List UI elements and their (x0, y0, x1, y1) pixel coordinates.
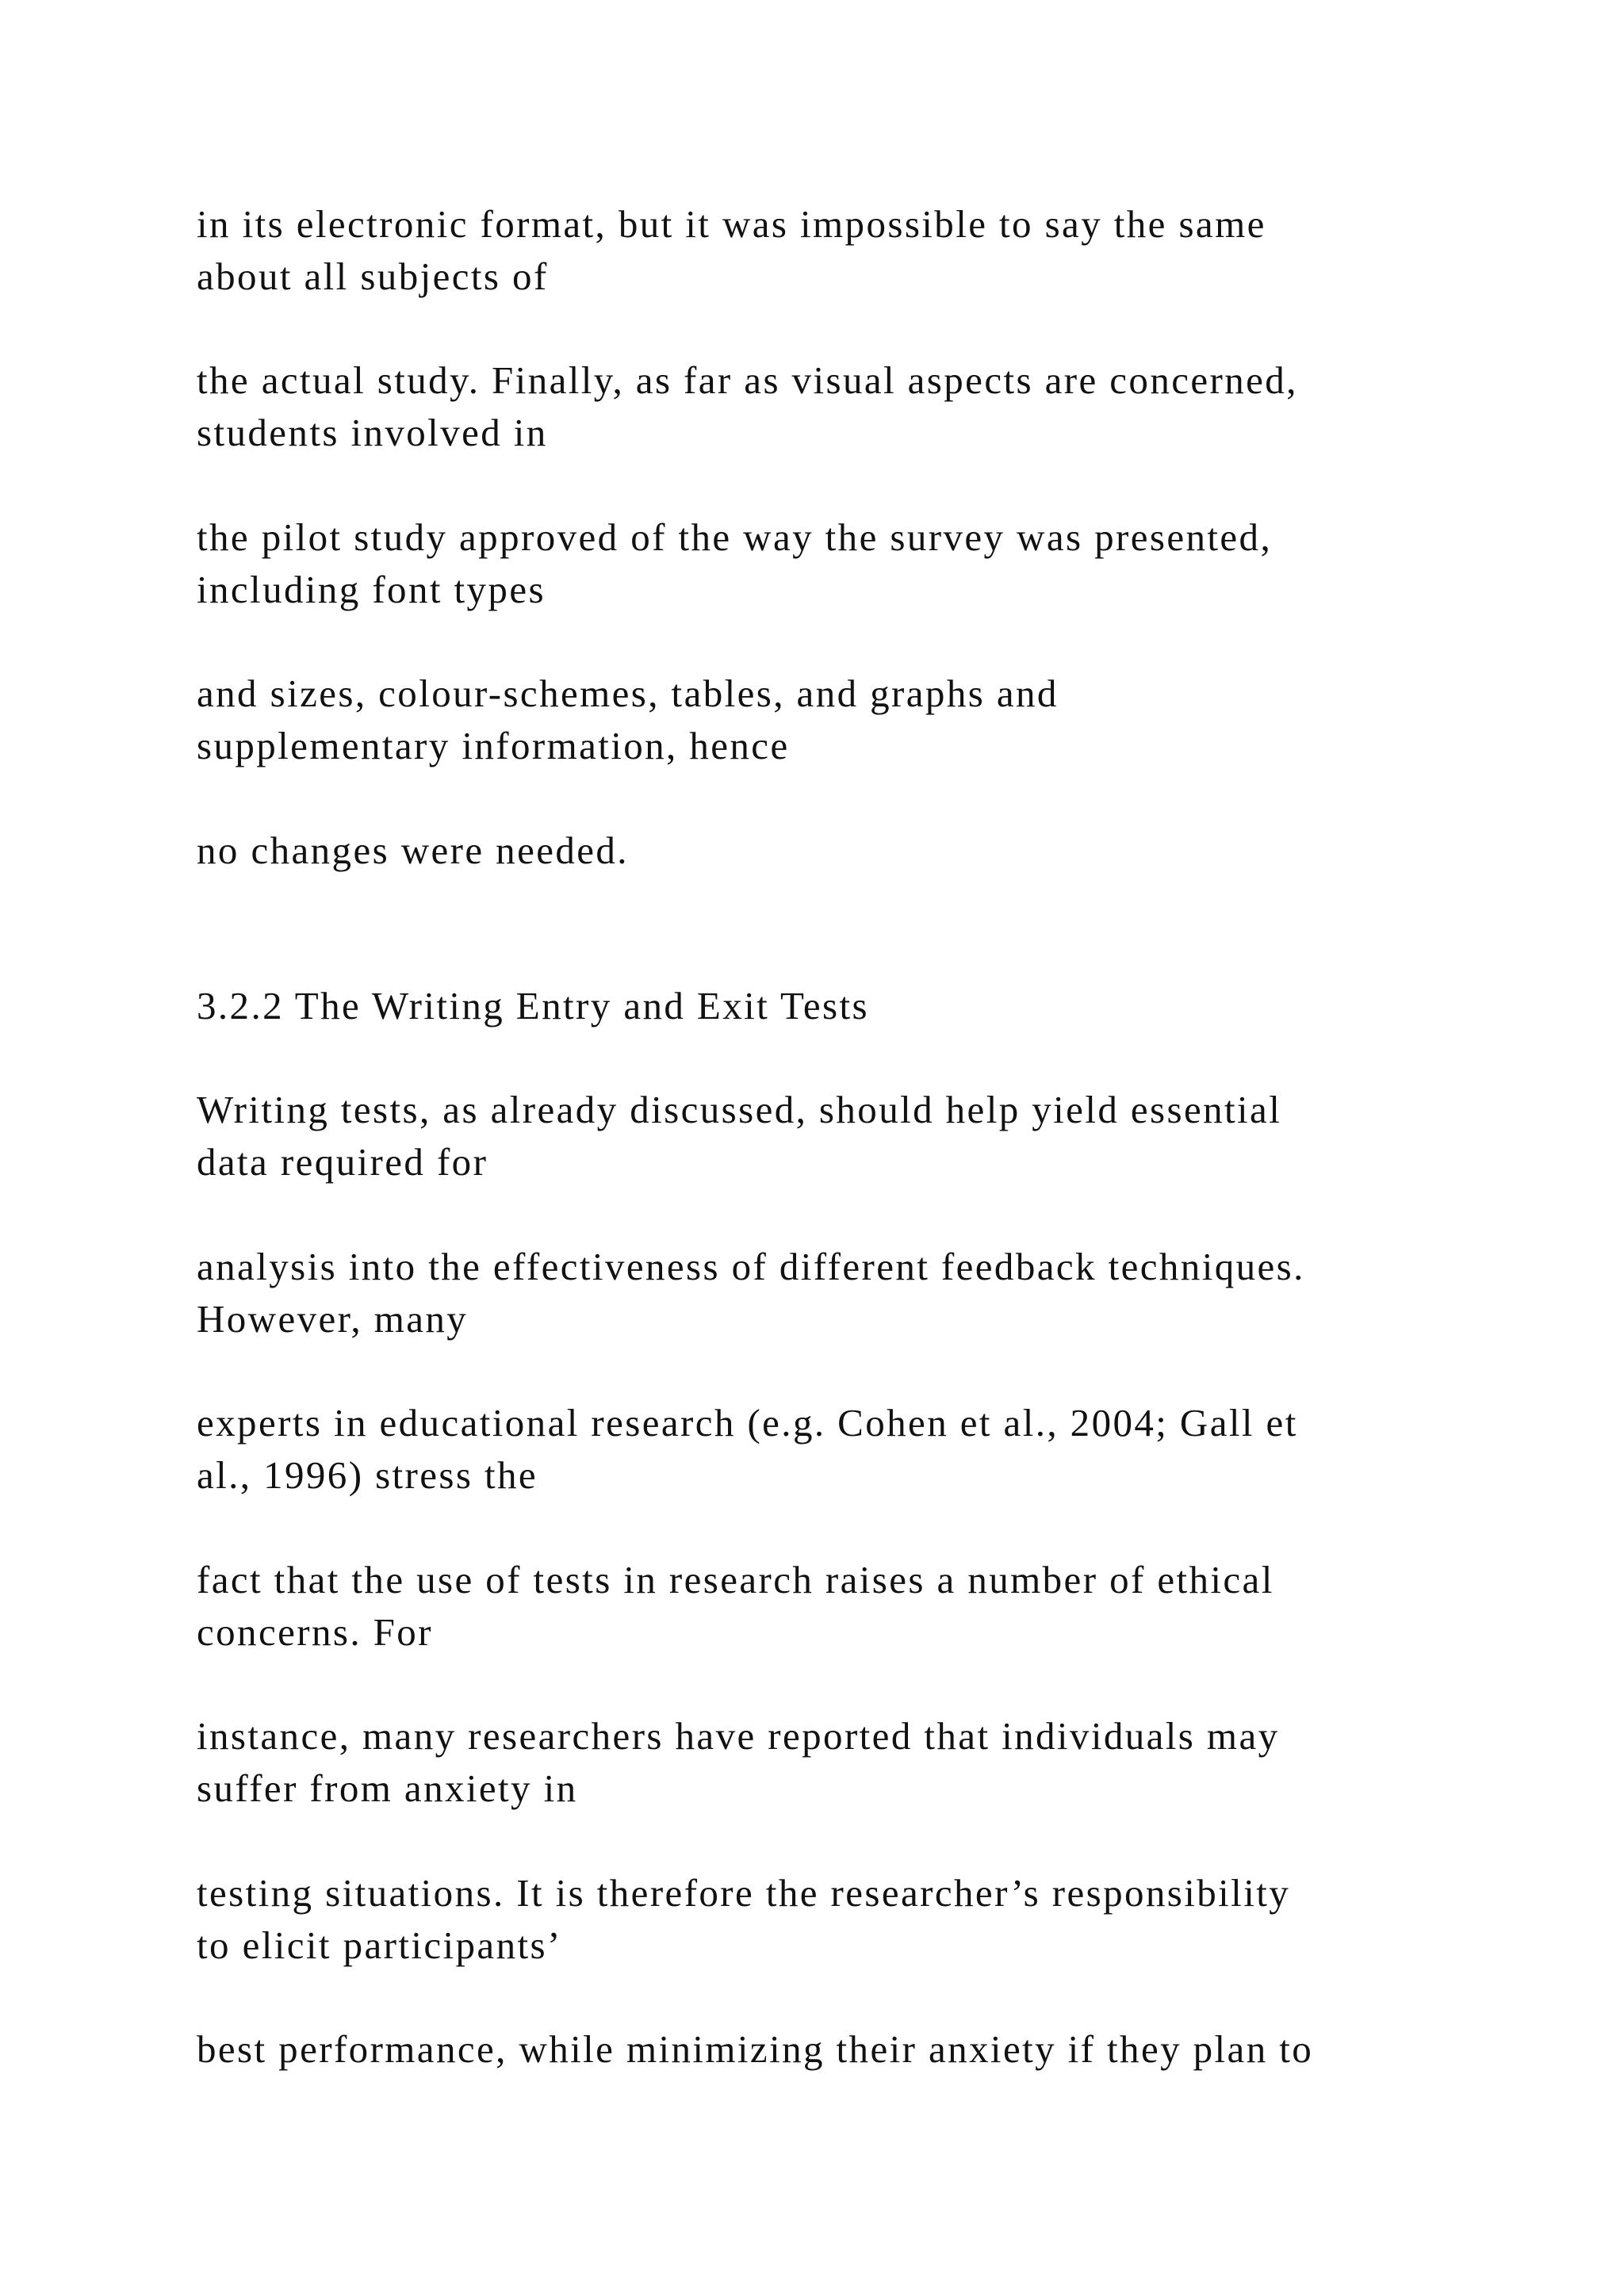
paragraph-4-line-2: supplementary information, hence (197, 724, 790, 767)
paragraph-11-line-2: to elicit participants’ (197, 1923, 562, 1967)
paragraph-3-line-1: the pilot study approved of the way the survey was presented, (197, 515, 1273, 559)
paragraph-1-line-2: about all subjects of (197, 254, 549, 298)
paragraph-7-line-1: analysis into the effectiveness of different feedback techniques. (197, 1245, 1305, 1288)
paragraph-12-line-1: best performance, while minimizing their anxiety if they plan to (197, 2027, 1314, 2071)
paragraph-9-line-2: concerns. For (197, 1610, 433, 1654)
paragraph-3-line-2: including font types (197, 568, 546, 611)
paragraph-10-line-2: suffer from anxiety in (197, 1766, 578, 1810)
paragraph-1-line-1: in its electronic format, but it was impossible to say the same (197, 202, 1266, 246)
paragraph-5-line-1: no changes were needed. (197, 828, 629, 872)
paragraph-8-line-2: al., 1996) stress the (197, 1453, 538, 1497)
paragraph-6-line-1: Writing tests, as already discussed, should help yield essential (197, 1088, 1282, 1131)
paragraph-7-line-2: However, many (197, 1297, 469, 1341)
paragraph-10-line-1: instance, many researchers have reported that individuals may (197, 1714, 1280, 1758)
paragraph-8-line-1: experts in educational research (e.g. Cohen et al., 2004; Gall et (197, 1401, 1298, 1445)
paragraph-11-line-1: testing situations. It is therefore the researcher’s responsibility (197, 1871, 1291, 1915)
paragraph-6-line-2: data required for (197, 1140, 488, 1184)
paragraph-2-line-1: the actual study. Finally, as far as visual aspects are concerned, (197, 358, 1298, 402)
paragraph-4-line-1: and sizes, colour-schemes, tables, and graphs and (197, 672, 1059, 715)
paragraph-9-line-1: fact that the use of tests in research raises a number of ethical (197, 1558, 1274, 1601)
section-heading: 3.2.2 The Writing Entry and Exit Tests (197, 984, 869, 1027)
paragraph-2-line-2: students involved in (197, 411, 548, 454)
